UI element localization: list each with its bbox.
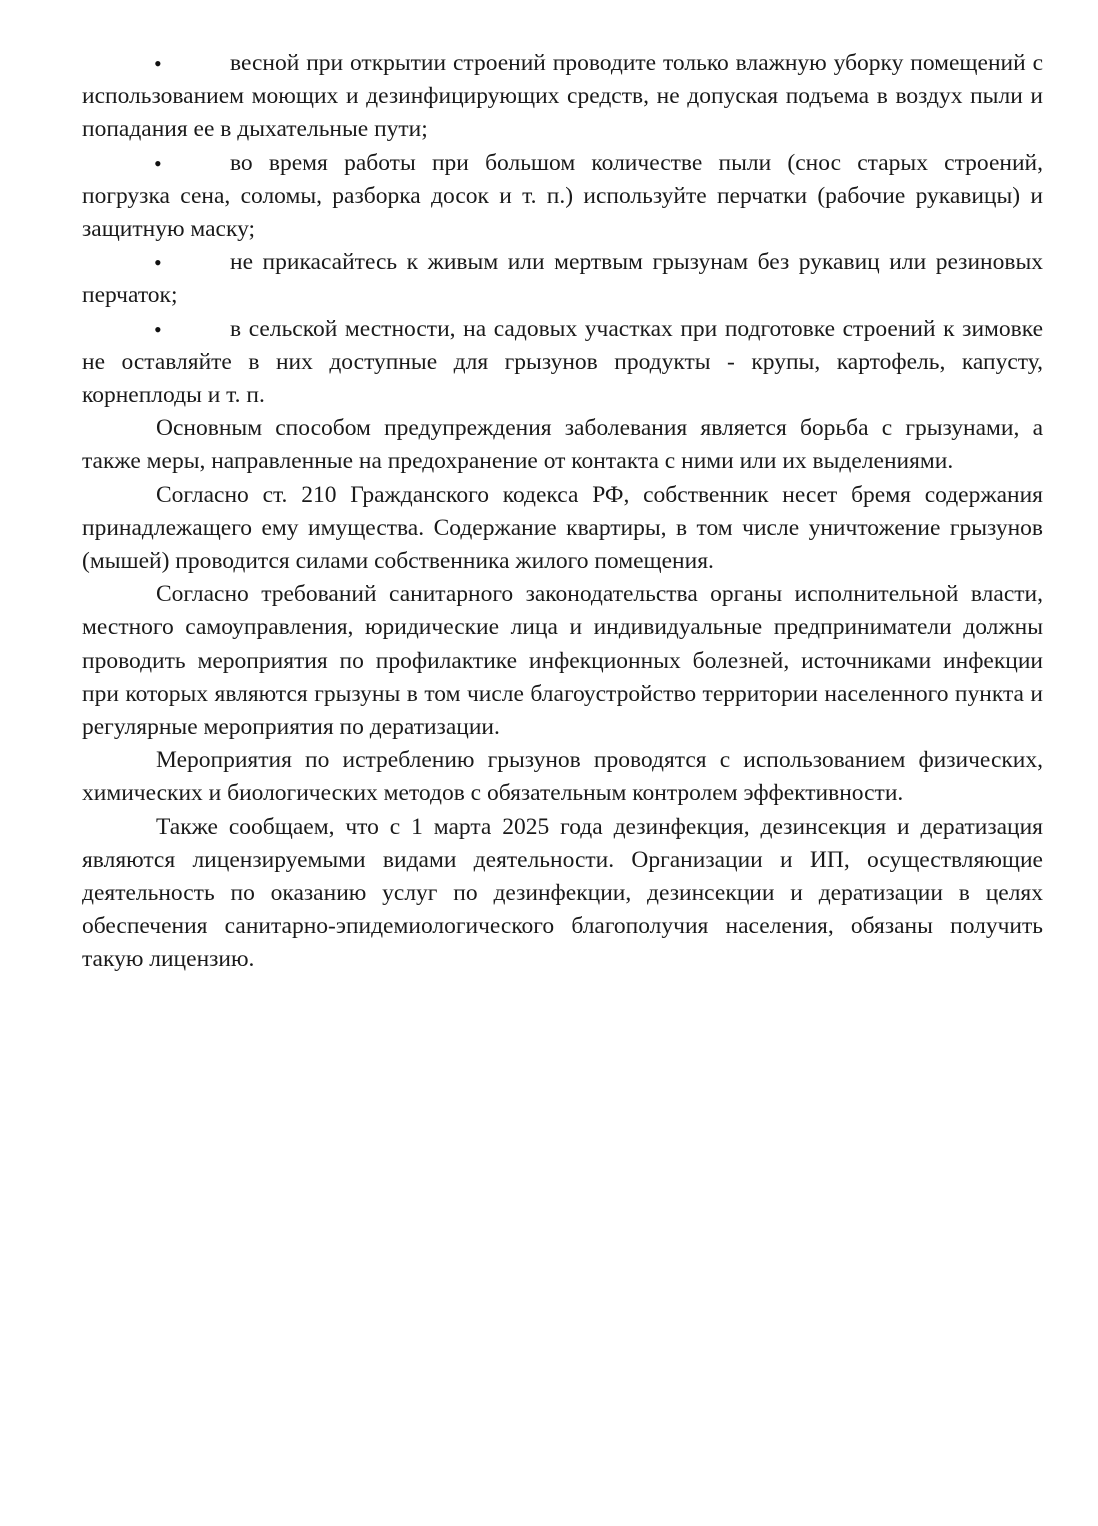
bullet-item-protective-gear (82, 147, 1043, 247)
bullet-text: во время работы при большом количестве пыли (снос старых строений, погрузка сена, соломы, разборка досок и т. п.) используйте перчатки (рабочие рукавицы) и защитную маску; (82, 149, 1043, 243)
paragraph-extermination-methods: Мероприятия по истреблению грызунов проводятся с использованием физических, химических и биологических методов с обязательным контролем эффективности. (82, 747, 1043, 807)
document-page (82, 47, 1043, 977)
bullet-item-no-touch-rodents (82, 246, 1043, 312)
paragraph-civil-code: Согласно ст. 210 Гражданского кодекса РФ, собственник несет бремя содержания принадлежащего ему имущества. Содержание квартиры, в том числе уничтожение грызунов (мышей) проводится силами собственника жилого помещения. (82, 481, 1043, 575)
bullet-icon: • (154, 316, 162, 342)
bullet-text: весной при открытии строений проводите только влажную уборку помещений с использованием моющих и дезинфицирующих средств, не допуская подъема в воздух пыли и попадания ее в дыхательные пути; (82, 50, 1043, 143)
bullet-item-wet-cleaning (82, 47, 1043, 147)
paragraph-prevention: Основным способом предупреждения заболевания является борьба с грызунами, а также меры, направленные на предохранение от контакта с ними или их выделениями. (82, 415, 1043, 475)
bullet-text: в сельской местности, на садовых участках при подготовке строений к зимовке не оставляйте в них доступные для грызунов продукты - крупы, картофель, капусту, корнеплоды и т. п. (82, 315, 1043, 409)
bullet-text: не прикасайтесь к живым или мертвым грызунам без рукавиц или резиновых перчаток; (82, 249, 1043, 309)
paragraph-sanitary-law: Согласно требований санитарного законодательства органы исполнительной власти, местного самоуправления, юридические лица и индивидуальные предприниматели должны проводить мероприятия по профилактике инфекционных болезней, источниками инфекции при которых являются грызуны в том числе благоустройство территории населенного пункта и регулярные мероприятия по дератизации. (82, 581, 1043, 741)
bullet-icon: • (154, 51, 162, 76)
bullet-item-winter-storage (82, 313, 1043, 413)
bullet-icon: • (154, 150, 162, 176)
paragraph-licensing: Также сообщаем, что с 1 марта 2025 года дезинфекция, дезинсекция и дератизация являются лицензируемыми видами деятельности. Организации и ИП, осуществляющие деятельность по оказанию услуг по дезинфекции, дезинсекции и дератизации в целях обеспечения санитарно-эпидемиологического благополучия населения, обязаны получить такую лицензию. (82, 813, 1043, 973)
bullet-icon: • (154, 250, 162, 276)
